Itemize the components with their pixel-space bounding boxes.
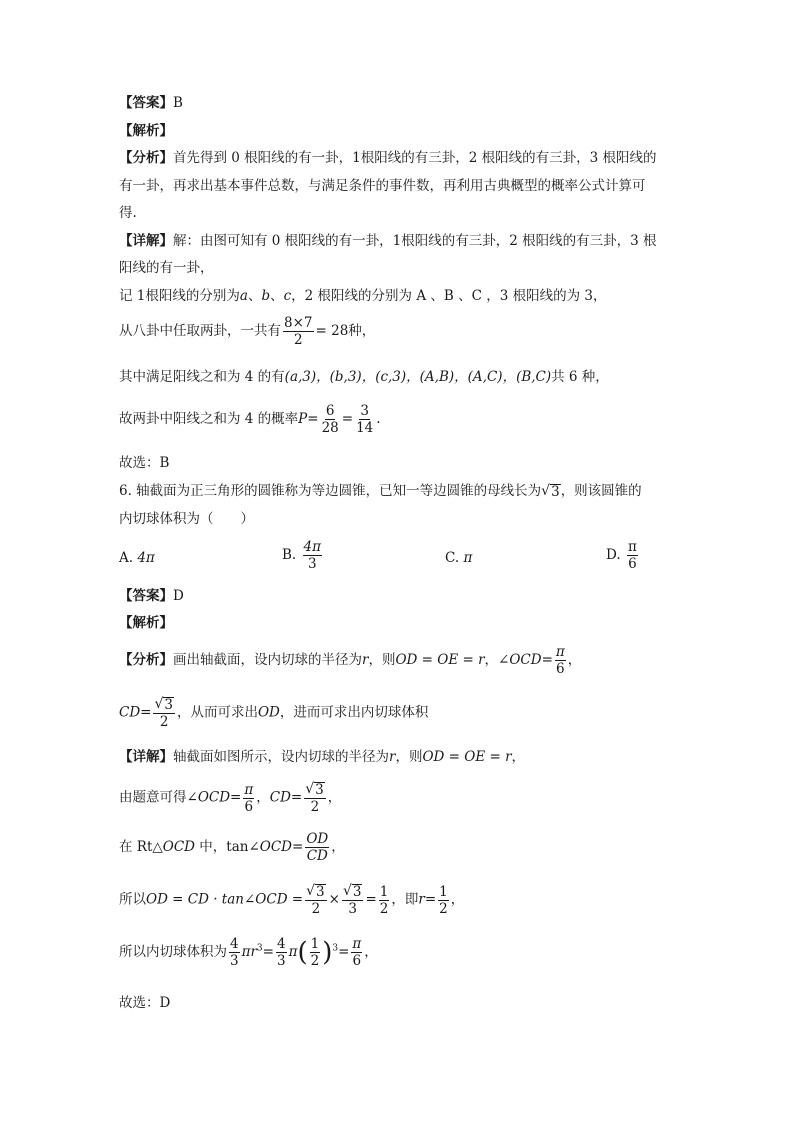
answer-value: B [173,95,183,111]
q5-xiangjie-line-6: 故两卦中阳线之和为 4 的概率P= $\frac{6}{28}$ = $\frac{3}{14}$ . [119,403,381,437]
q6-answer-line: 【答案】D [119,588,184,604]
q5-xiangjie-line-3: 记 1根阳线的分别为a、b、c，2 根阳线的分别为 A 、B 、C ，3 根阳线的为 3， [119,288,607,304]
q5-fenxi-line-2: 有一卦，再求出基本事件总数，与满足条件的事件数，再利用古典概型的概率公式计算可 [119,178,646,194]
q5-analysis-tag: 【解析】 [119,123,173,139]
q6-xiangjie-line-4: 所以OD = CD · tan∠OCD = √ 3 2 × √ 3 3 = $\frac{1}{2}$ ，即r= $\frac{1}{2}$ ， [119,883,465,918]
q5-xiangjie-line-1: 【详解】解：由图可知有 0 根阳线的有一卦，1根阳线的有三卦，2 根阳线的有三卦，3 根 [119,233,657,249]
q5-answer-line [119,97,183,111]
q6-xiangjie-line-2: 由题意可得∠OCD= $\frac{\pi}{6}$ ，CD= √ 3 2 ， [119,781,342,816]
q5-fenxi-line-3: 得. [119,205,137,221]
q5-xiangjie-line-5: 其中满足阳线之和为 4 的有(a,3)，(b,3)，(c,3)，(A,B)，(A,C)，(B,C)共 6 种， [119,369,609,385]
q6-xiangjie-line-5: 所以内切球体积为 $\frac{4}{3}$ $\pi r^3=$ $\frac{4}{3}$ π( $\frac{1}{2}$ )$^3$= $\frac{\pi}{6}$ ， [119,936,378,970]
q6-analysis-tag: 【解析】 [119,615,173,631]
q6-stem-line-2: 内切球体积为（ ） [119,511,254,527]
xiangjie-tag: 【详解】 [119,233,173,249]
q6-fenxi-line-1: 【分析】画出轴截面，设内切球的半径为r，则OD = OE = r，∠OCD= $\frac{\pi}{6}$ ， [119,644,582,678]
answer-tag: 【答案】 [119,95,173,111]
q6-stem-line-1: 6. 轴截面为正三角形的圆锥称为等边圆锥，已知一等边圆锥的母线长为 √ 3 ，则该圆锥的 [119,483,642,500]
option-b: B. $\frac{4\pi}{3}$ [282,539,321,573]
q5-xiangjie-line-4: 从八卦中任取两卦，一共有 $\frac{8\times 7}{2}$ = 28种， [119,315,376,349]
fraction: $\frac{8\times 7}{2}$ [284,315,313,349]
q6-final: 故选：D [119,995,171,1011]
q5-fenxi-line-1: 【分析】首先得到 0 根阳线的有一卦，1根阳线的有三卦，2 根阳线的有三卦，3 根阳线的 [119,150,657,166]
fraction: $\frac{6}{28}$ [321,403,339,437]
sqrt: √ 3 [541,483,560,500]
q5-xiangjie-line-2: 阳线的有一卦， [119,260,214,276]
fenxi-tag: 【分析】 [119,150,173,166]
q6-fenxi-line-2: CD= √ 3 2 ，从而可求出OD，进而可求出内切球体积 [119,696,429,731]
option-d: D. $\frac{\pi}{6}$ [606,539,637,573]
option-c: C. π [445,550,473,566]
q5-final: 故选：B [119,455,170,471]
fraction: $\frac{3}{14}$ [356,403,374,437]
q6-xiangjie-line-1: 【详解】轴截面如图所示，设内切球的半径为r，则OD = OE = r， [119,749,526,765]
option-a: A. 4π [119,550,155,566]
q6-xiangjie-line-3: 在 Rt△OCD 中，tan∠OCD= $\frac{OD}{CD}$ ， [119,831,345,865]
